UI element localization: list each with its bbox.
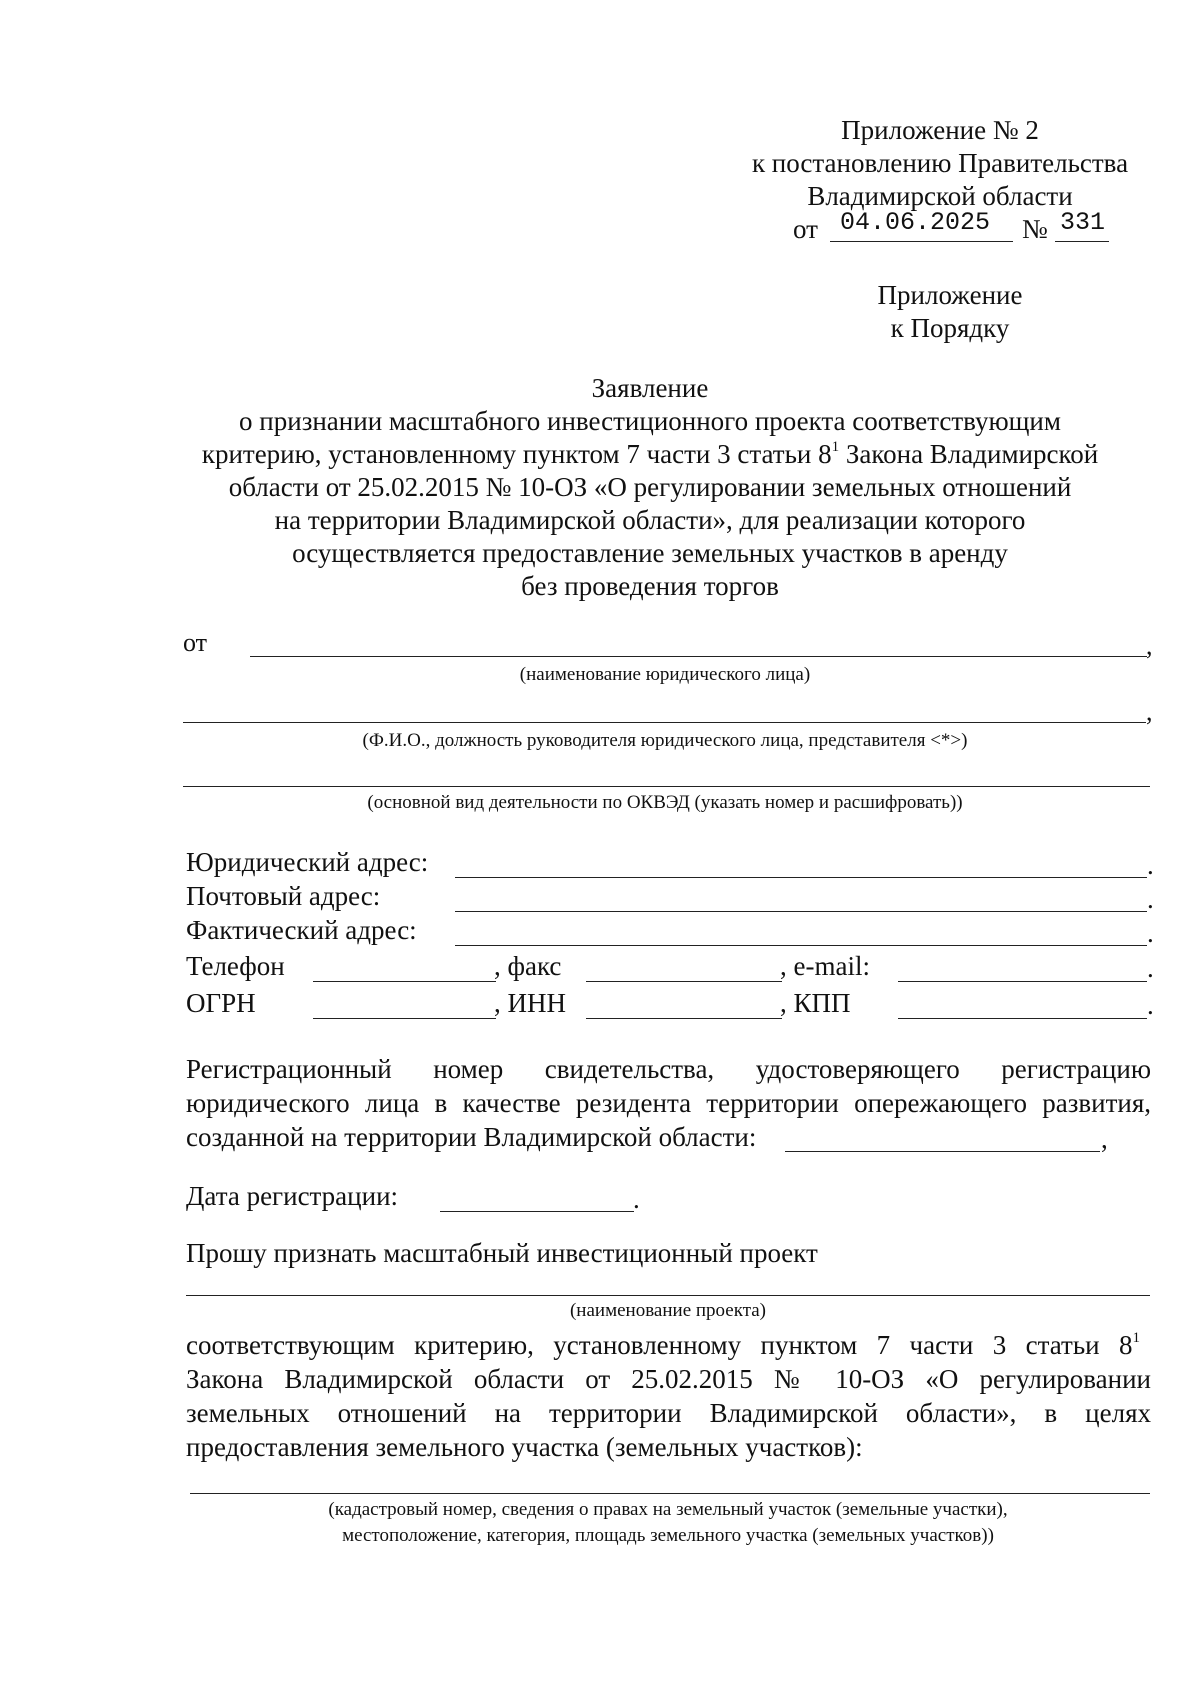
from-label: от <box>183 628 208 657</box>
number-label: № <box>1022 214 1048 244</box>
email-label: , e-mail: <box>780 951 870 981</box>
registration-date-label: Дата регистрации: <box>186 1181 399 1211</box>
hint-land-plot: (кадастровый номер, сведения о правах на земельный участок (земельные участки), <box>328 1499 1008 1520</box>
form-title: Заявление <box>591 373 709 403</box>
registration-date-field[interactable] <box>440 1211 634 1212</box>
form-subtitle-line: осуществляется предоставление земельных участков в аренду <box>292 538 1008 568</box>
appendix-number: Приложение № 2 <box>841 115 1039 145</box>
number-underline <box>1055 241 1109 242</box>
hint-legal-entity-name: (наименование юридического лица) <box>519 664 811 685</box>
phone-field[interactable] <box>313 981 496 982</box>
phone-label: Телефон <box>186 951 285 981</box>
hint-project-name: (наименование проекта) <box>569 1300 766 1321</box>
project-name-field[interactable] <box>186 1295 1150 1296</box>
dot: . <box>1147 918 1154 948</box>
form-subtitle-line: области от 25.02.2015 № 10-ОЗ «О регулировании земельных отношений <box>228 472 1072 502</box>
region-name: Владимирской области <box>807 181 1073 211</box>
request-paragraph-line: предоставления земельного участка (земельных участков): <box>186 1432 863 1462</box>
request-paragraph-line: земельных отношений на территории Владимирской области», в целях <box>186 1398 1151 1428</box>
applicant-head-field[interactable] <box>183 722 1146 723</box>
superscript: 1 <box>831 439 840 455</box>
email-field[interactable] <box>898 981 1147 982</box>
request-paragraph-text: соответствующим критерию, установленному пунктом 7 части 3 статьи 8 <box>186 1330 1133 1360</box>
hint-okved: (основной вид деятельности по ОКВЭД (указать номер и расшифровать)) <box>367 792 963 813</box>
decree-date: 04.06.2025 <box>840 208 991 237</box>
land-plot-field[interactable] <box>190 1493 1150 1494</box>
actual-address-label: Фактический адрес: <box>186 915 417 945</box>
request-text: Прошу признать масштабный инвестиционный проект <box>186 1238 818 1268</box>
okved-field[interactable] <box>183 786 1150 787</box>
form-subtitle-line: о признании масштабного инвестиционного проекта соответствующим <box>239 406 1061 436</box>
dot: . <box>1147 953 1154 983</box>
dot: . <box>1147 884 1154 914</box>
decree-reference: к постановлению Правительства <box>751 148 1129 178</box>
registration-text-line: созданной на территории Владимирской области: <box>186 1122 757 1152</box>
subtitle-text: Закона Владимирской <box>839 439 1099 469</box>
form-subtitle-line: без проведения торгов <box>521 571 779 601</box>
sub-appendix-title: Приложение <box>877 280 1023 310</box>
actual-address-field[interactable] <box>455 945 1147 946</box>
inn-field[interactable] <box>586 1018 782 1019</box>
kpp-field[interactable] <box>898 1018 1147 1019</box>
comma: , <box>1146 697 1153 726</box>
ogrn-field[interactable] <box>313 1018 496 1019</box>
hint-head-name: (Ф.И.О., должность руководителя юридического лица, представителя <*>) <box>362 730 968 751</box>
superscript: 1 <box>1132 1330 1140 1346</box>
date-label: от <box>793 214 818 244</box>
fax-label: , факс <box>494 951 562 981</box>
legal-address-label: Юридический адрес: <box>186 847 429 877</box>
inn-label: , ИНН <box>494 988 566 1018</box>
sub-appendix-order: к Порядку <box>890 313 1010 343</box>
applicant-name-field[interactable] <box>250 656 1147 657</box>
registration-text-line: Регистрационный номер свидетельства, удостоверяющего регистрацию <box>186 1054 1151 1084</box>
hint-land-plot: местоположение, категория, площадь земельного участка (земельных участков)) <box>342 1525 994 1546</box>
registration-text-line: юридического лица в качестве резидента территории опережающего развития, <box>186 1088 1151 1118</box>
fax-field[interactable] <box>586 981 782 982</box>
dot: . <box>633 1184 640 1214</box>
dot: . <box>1147 850 1154 880</box>
form-subtitle-line: на территории Владимирской области», для реализации которого <box>274 505 1026 535</box>
comma: , <box>1101 1124 1108 1154</box>
request-paragraph-line <box>186 1329 1140 1362</box>
postal-address-field[interactable] <box>455 911 1147 912</box>
postal-address-label: Почтовый адрес: <box>186 881 381 911</box>
date-underline <box>830 241 1013 242</box>
legal-address-field[interactable] <box>455 877 1147 878</box>
decree-number: 331 <box>1060 208 1106 237</box>
ogrn-label: ОГРН <box>186 988 256 1018</box>
subtitle-text: критерию, установленному пунктом 7 части 3 статьи 8 <box>201 439 832 469</box>
kpp-label: , КПП <box>780 988 851 1018</box>
comma: , <box>1146 631 1153 660</box>
registration-number-field[interactable] <box>785 1151 1100 1152</box>
form-subtitle-line <box>0 438 1200 471</box>
request-paragraph-line: Закона Владимирской области от 25.02.2015 № 10-ОЗ «О регулировании <box>186 1364 1151 1394</box>
dot: . <box>1147 990 1154 1020</box>
